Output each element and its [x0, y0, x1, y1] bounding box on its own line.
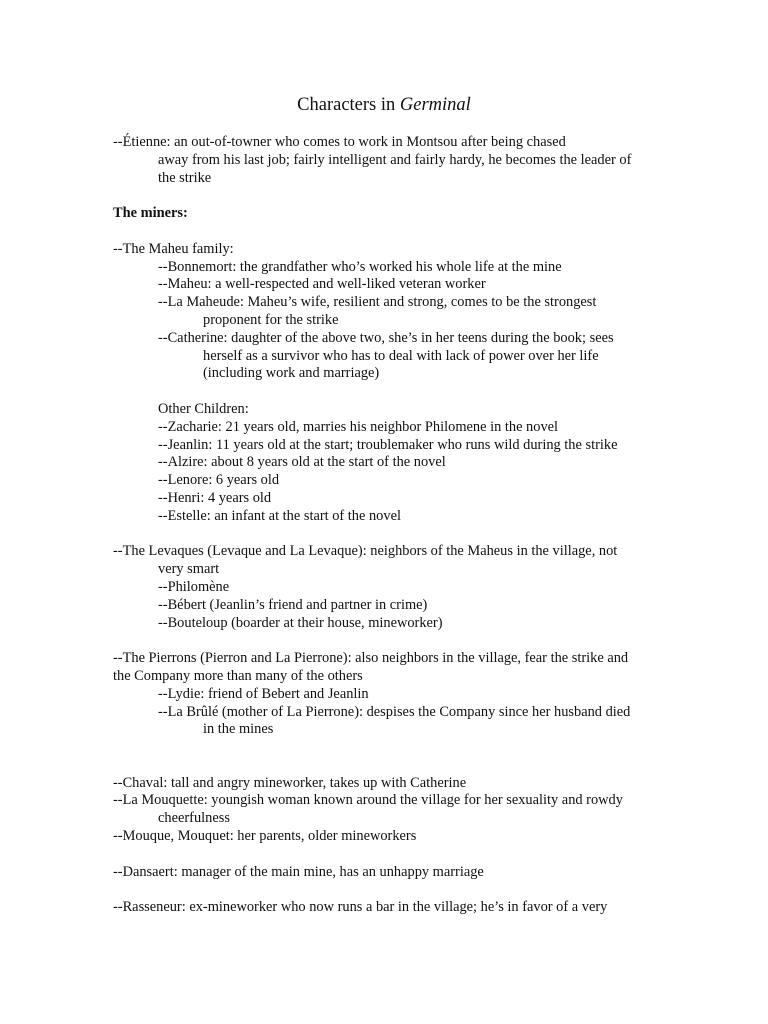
catherine-line-1: --Catherine: daughter of the above two, she’s in her teens during the book; sees	[158, 329, 614, 346]
miners-heading: The miners:	[113, 205, 188, 222]
chaval-entry: --Chaval: tall and angry mineworker, takes up with Catherine	[113, 774, 467, 791]
etienne-line-3: the strike	[158, 169, 212, 186]
child-entry: --Alzire: about 8 years old at the start of the novel	[158, 454, 446, 471]
pierrons-line-2: the Company more than many of the others	[113, 667, 363, 684]
child-entry: --Jeanlin: 11 years old at the start; troublemaker who runs wild during the strike	[158, 436, 618, 453]
catherine-line-2: herself as a survivor who has to deal with lack of power over her life	[203, 347, 599, 364]
document-body	[113, 134, 673, 917]
title-prefix: Characters in	[297, 95, 400, 115]
mouque-entry: --Mouque, Mouquet: her parents, older mineworkers	[113, 828, 417, 845]
levaque-member-entry: --Bouteloup (boarder at their house, mineworker)	[158, 614, 443, 631]
child-entry: --Lenore: 6 years old	[158, 472, 280, 489]
la-maheude-line-2: proponent for the strike	[203, 311, 339, 328]
dansaert-entry: --Dansaert: manager of the main mine, has an unhappy marriage	[113, 863, 484, 880]
title-book-name: Germinal	[399, 95, 471, 115]
la-mouquette-line-1: --La Mouquette: youngish woman known around the village for her sexuality and rowdy	[113, 792, 623, 809]
child-entry: --Zacharie: 21 years old, marries his neighbor Philomene in the novel	[158, 418, 559, 435]
child-entry: --Estelle: an infant at the start of the novel	[158, 507, 401, 524]
la-brule-line-2: in the mines	[203, 721, 274, 738]
document-title	[0, 94, 768, 116]
la-maheude-line-1: --La Maheude: Maheu’s wife, resilient and strong, comes to be the strongest	[158, 294, 597, 311]
pierrons-line-1: --The Pierrons (Pierron and La Pierrone): also neighbors in the village, fear the strike and	[113, 650, 629, 667]
maheu-family-heading: --The Maheu family:	[113, 240, 234, 257]
bonnemort-entry: --Bonnemort: the grandfather who’s worked his whole life at the mine	[158, 258, 562, 275]
catherine-line-3: (including work and marriage)	[203, 365, 380, 382]
maheu-entry: --Maheu: a well-respected and well-liked veteran worker	[158, 276, 486, 293]
levaques-line-1: --The Levaques (Levaque and La Levaque): neighbors of the Maheus in the village, not	[113, 543, 618, 560]
la-mouquette-line-2: cheerfulness	[158, 810, 230, 827]
levaque-member-entry: --Bébert (Jeanlin’s friend and partner in crime)	[158, 596, 428, 613]
etienne-line-2: away from his last job; fairly intelligent and fairly hardy, he becomes the leader of	[158, 151, 632, 168]
levaques-line-2: very smart	[158, 561, 220, 578]
child-entry: --Henri: 4 years old	[158, 489, 272, 506]
la-brule-line-1: --La Brûlé (mother of La Pierrone): despises the Company since her husband died	[158, 703, 631, 720]
rasseneur-entry: --Rasseneur: ex-mineworker who now runs a bar in the village; he’s in favor of a very	[113, 899, 608, 916]
other-children-heading: Other Children:	[158, 400, 249, 417]
etienne-line-1: --Étienne: an out-of-towner who comes to work in Montsou after being chased	[113, 134, 566, 150]
levaque-member-entry: --Philomène	[158, 578, 230, 595]
lydie-entry: --Lydie: friend of Bebert and Jeanlin	[158, 685, 369, 702]
